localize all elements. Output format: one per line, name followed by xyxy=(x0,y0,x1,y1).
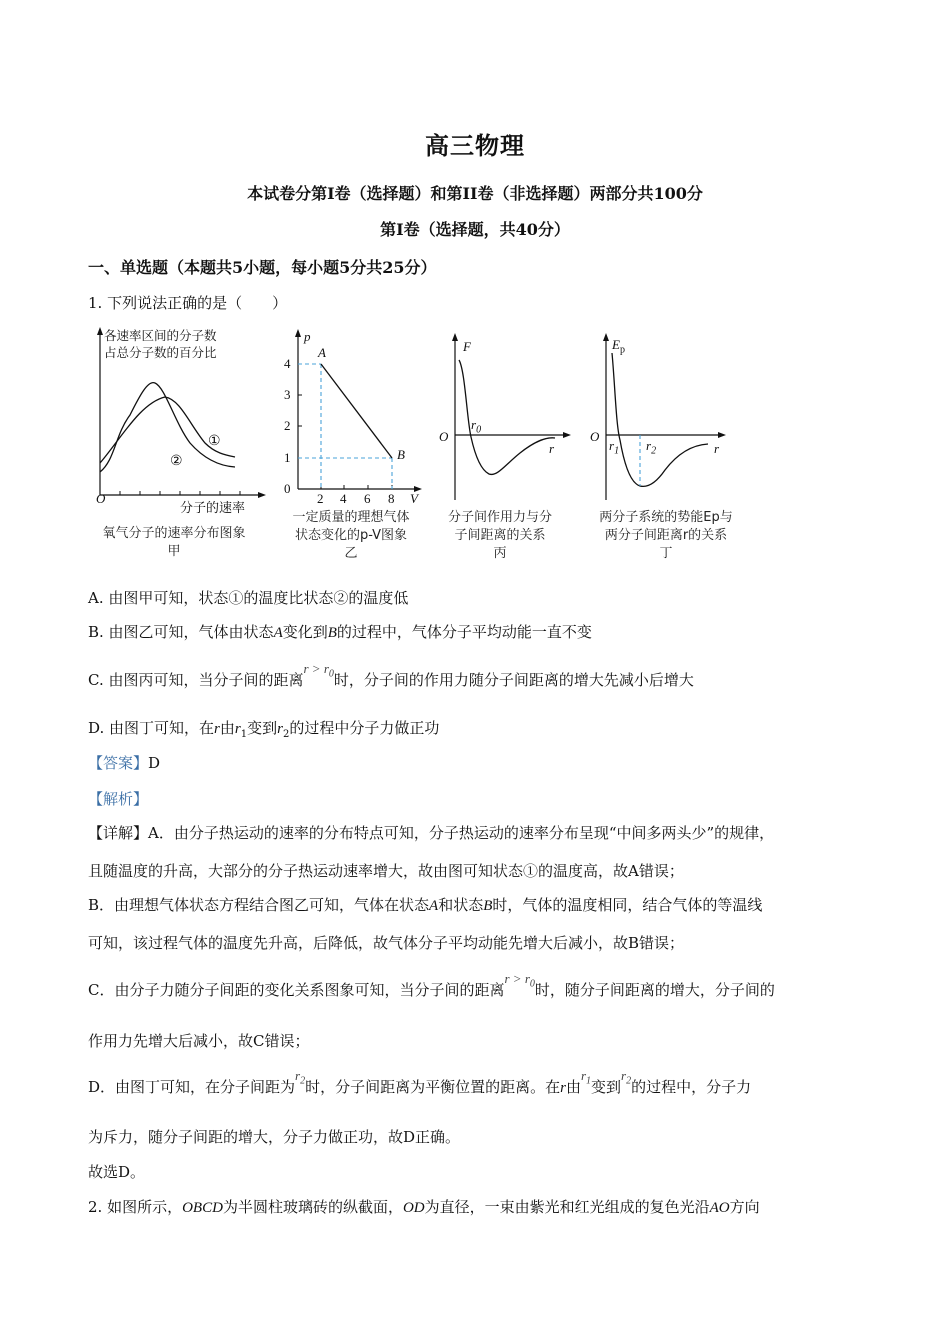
x-axis-label: r xyxy=(714,441,720,456)
figure-tag: 丙 xyxy=(493,546,507,561)
curve-1-label: ① xyxy=(208,433,221,449)
x-axis-label: 分子的速率 xyxy=(180,501,246,516)
question-2-stem: 2. 如图所示，OBCD为半圆柱玻璃砖的纵截面，OD为直径，一束由紫光和红光组成的复色光沿AO方向 xyxy=(88,1198,760,1216)
figure-caption-line1: 一定质量的理想气体 xyxy=(292,510,410,525)
curve-2-label: ② xyxy=(170,453,183,469)
page-title: 高三物理 xyxy=(425,131,525,160)
part-heading: 第I卷（选择题，共40分） xyxy=(380,220,570,239)
answer-value: D xyxy=(148,754,161,772)
explanation-line-7: D．由图丁可知，在分子间距为$r_2$时，分子间距离为平衡位置的距离。在r由$r_1$变到$r_2$的过程中，分子力 xyxy=(88,1068,752,1096)
analysis-label: 【解析】 xyxy=(88,790,149,808)
figure-bing-force-distance xyxy=(435,325,575,565)
question-1-stem: 1. 下列说法正确的是（ ） xyxy=(88,294,288,312)
explanation-line-1: 【详解】A．由分子热运动的速率的分布特点可知，分子热运动的速率分布呈现“中间多两头少”的规律， xyxy=(88,824,775,842)
origin-label: O xyxy=(96,491,106,506)
y-tick-1: 1 xyxy=(284,450,291,465)
explanation-line-8: 为斥力，随分子间距的增大，分子力做正功，故D正确。 xyxy=(88,1128,461,1146)
point-b-label: B xyxy=(397,447,405,462)
y-axis-label-line1: 各速率区间的分子数 xyxy=(104,328,217,343)
x-tick-2: 2 xyxy=(317,491,324,506)
origin-label: O xyxy=(590,429,600,444)
origin-label: O xyxy=(439,429,449,444)
section-heading: 一、单选题（本题共5小题，每小题5分共25分） xyxy=(88,258,437,277)
point-a-label: A xyxy=(318,345,326,360)
figure-caption-line1: 分子间作用力与分 xyxy=(447,510,552,525)
pv-plot xyxy=(280,325,430,500)
x-tick-8: 8 xyxy=(388,491,395,506)
figure-caption-line2: 子间距离的关系 xyxy=(454,528,546,543)
x-tick-4: 4 xyxy=(340,491,347,506)
explanation-line-5: C．由分子力随分子间距的变化关系图象可知，当分子间的距离$r > r_0$时，随分子间距离的增大，分子间的 xyxy=(88,971,775,999)
y-tick-4: 4 xyxy=(284,356,291,371)
option-a: A. 由图甲可知，状态①的温度比状态②的温度低 xyxy=(88,589,409,607)
figure-tag: 甲 xyxy=(167,544,181,559)
option-c: C. 由图丙可知，当分子间的距离$r > r_0$时，分子间的作用力随分子间距离的增大先减小后增大 xyxy=(88,661,694,689)
figure-caption-line2: 状态变化的p-V图象 xyxy=(294,528,408,543)
figure-tag: 丁 xyxy=(659,546,673,561)
figure-jia-speed-distribution xyxy=(90,325,270,565)
r0-marker: $r_0$ xyxy=(471,417,482,436)
option-d: D. 由图丁可知，在r由$r_1$变到$r_2$的过程中分子力做正功 xyxy=(88,719,440,740)
answer-row xyxy=(88,752,160,773)
answer-label: 【答案】 xyxy=(88,754,149,772)
y-tick-0: 0 xyxy=(284,481,291,496)
figure-caption: 氧气分子的速率分布图象 xyxy=(102,526,246,541)
figure-caption-line2: 两分子间距离r的关系 xyxy=(604,528,728,543)
y-axis-label-line2: 占总分子数的百分比 xyxy=(104,345,217,360)
explanation-line-6: 作用力先增大后减小，故C错误； xyxy=(88,1032,310,1050)
exam-structure-note: 本试卷分第I卷（选择题）和第II卷（非选择题）两部分共100分 xyxy=(247,184,703,203)
explanation-line-2: 且随温度的升高，大部分的分子热运动速率增大，故由图可知状态①的温度高，故A错误； xyxy=(88,862,684,880)
curve-1 xyxy=(100,397,235,463)
explanation-line-3: B．由理想气体状态方程结合图乙可知，气体在状态A和状态B时，气体的温度相同，结合气体的等温线 xyxy=(88,896,763,914)
inline-formula: $r > r_0$ xyxy=(303,661,334,680)
y-axis-label: p xyxy=(304,329,311,344)
force-distance-plot xyxy=(435,325,575,500)
curve-2 xyxy=(100,383,235,472)
option-b: B. 由图乙可知，气体由状态A变化到B的过程中，气体分子平均动能一直不变 xyxy=(88,623,592,641)
figure-caption-line1: 两分子系统的势能Ep与 xyxy=(599,510,733,525)
figure-tag: 乙 xyxy=(344,546,358,561)
x-tick-6: 6 xyxy=(364,491,371,506)
explanation-line-4: 可知，该过程气体的温度先升高，后降低，故气体分子平均动能先增大后减小，故B错误； xyxy=(88,934,685,952)
y-tick-3: 3 xyxy=(284,387,291,402)
y-tick-2: 2 xyxy=(284,418,291,433)
x-axis-label: r xyxy=(549,441,555,456)
x-axis-label: V xyxy=(410,491,418,506)
figure-ding-potential-energy xyxy=(590,325,750,565)
r2-marker: $r_2$ xyxy=(646,438,657,457)
explanation-conclusion: 故选D。 xyxy=(88,1163,146,1181)
y-axis-label: $E_p$ xyxy=(612,337,625,356)
process-line-a-to-b xyxy=(321,364,392,458)
r1-marker: $r_1$ xyxy=(609,438,620,457)
figure-yi-pv-diagram xyxy=(280,325,430,565)
potential-curve xyxy=(612,353,708,486)
y-axis-label: F xyxy=(463,339,471,354)
